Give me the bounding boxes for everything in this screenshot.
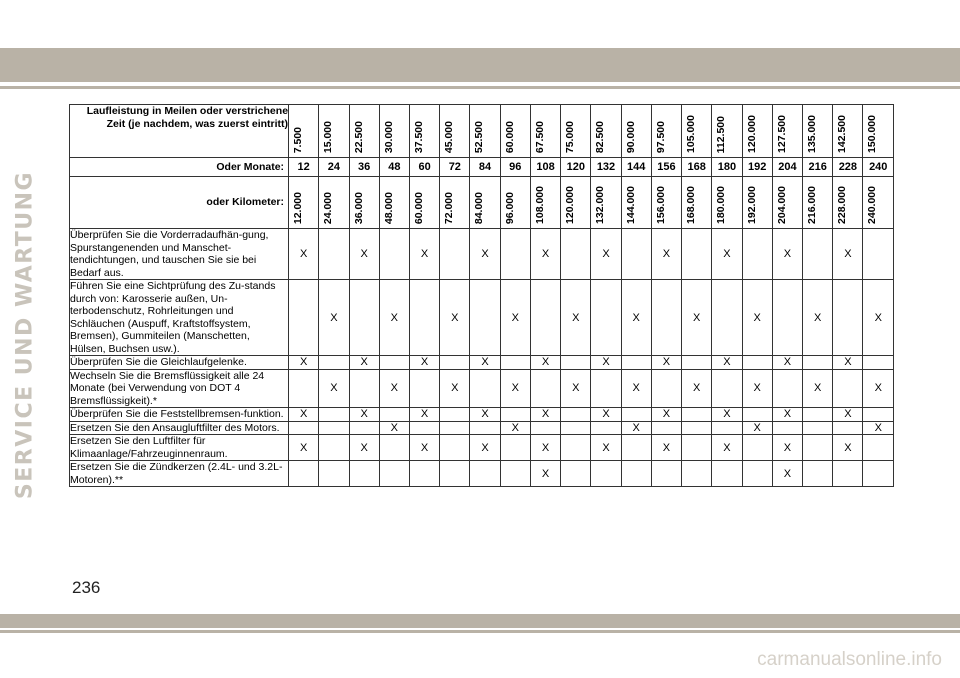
miles-header-cell [319, 105, 349, 158]
task-mark-cell [561, 435, 591, 461]
miles-value: 90.000 [624, 120, 637, 153]
km-value: 120.000 [564, 186, 577, 224]
task-mark-cell: X [409, 435, 439, 461]
miles-header-cell [651, 105, 681, 158]
task-mark-cell [319, 421, 349, 435]
km-value: 24.000 [322, 191, 335, 224]
table-row [70, 369, 894, 408]
task-mark-cell: X [682, 280, 712, 356]
months-value: 24 [319, 158, 349, 177]
miles-header-cell [500, 105, 530, 158]
months-value: 120 [561, 158, 591, 177]
task-mark-cell: X [349, 356, 379, 370]
table-row [70, 408, 894, 422]
task-mark-cell: X [289, 356, 319, 370]
task-mark-cell: X [409, 229, 439, 280]
task-description: Ersetzen Sie den Luftfilter für Klimaanlage/Fahrzeuginnenraum. [70, 435, 289, 461]
km-value: 36.000 [352, 191, 365, 224]
task-mark-cell [561, 408, 591, 422]
km-value: 204.000 [775, 186, 788, 224]
task-mark-cell [379, 408, 409, 422]
task-mark-cell [319, 408, 349, 422]
section-title-text: SERVICE UND WARTUNG [12, 170, 38, 500]
task-mark-cell: X [712, 229, 742, 280]
table-row [70, 421, 894, 435]
task-mark-cell [561, 229, 591, 280]
months-header-label: Oder Monate: [70, 158, 289, 177]
months-value: 168 [682, 158, 712, 177]
task-mark-cell: X [289, 229, 319, 280]
task-mark-cell [591, 421, 621, 435]
task-mark-cell: X [379, 369, 409, 408]
task-mark-cell [772, 280, 802, 356]
header-rule [0, 86, 960, 89]
task-mark-cell [621, 229, 651, 280]
task-mark-cell [712, 369, 742, 408]
task-mark-cell [863, 435, 894, 461]
miles-value: 67.500 [533, 120, 546, 153]
task-mark-cell: X [772, 408, 802, 422]
task-mark-cell: X [833, 356, 863, 370]
km-header-cell [440, 177, 470, 229]
task-mark-cell: X [772, 435, 802, 461]
watermark: carmanualsonline.info [757, 649, 942, 670]
miles-value: 75.000 [564, 120, 577, 153]
task-mark-cell [651, 280, 681, 356]
task-mark-cell [319, 461, 349, 487]
miles-value: 52.500 [473, 120, 486, 153]
task-mark-cell: X [409, 408, 439, 422]
km-value: 60.000 [412, 191, 425, 224]
task-mark-cell [530, 369, 560, 408]
task-mark-cell [440, 461, 470, 487]
task-mark-cell [440, 421, 470, 435]
task-mark-cell [470, 461, 500, 487]
task-mark-cell: X [470, 435, 500, 461]
miles-value: 112.500 [715, 115, 728, 153]
miles-value: 150.000 [866, 115, 879, 153]
maintenance-schedule-table [69, 104, 894, 487]
task-mark-cell: X [500, 369, 530, 408]
task-description: Ersetzen Sie die Zündkerzen (2.4L- und 3.2L-Motoren).** [70, 461, 289, 487]
task-description: Überprüfen Sie die Vorderradaufhän-gung, Spurstangenenden und Manschet-tendichtungen, und tauschen Sie sie bei Bedarf aus. [70, 229, 289, 280]
task-mark-cell [470, 369, 500, 408]
miles-header-cell [772, 105, 802, 158]
miles-header-cell [682, 105, 712, 158]
task-mark-cell [500, 229, 530, 280]
km-header-cell [712, 177, 742, 229]
months-value: 96 [500, 158, 530, 177]
task-mark-cell [500, 461, 530, 487]
months-value: 60 [409, 158, 439, 177]
task-mark-cell: X [742, 280, 772, 356]
task-mark-cell: X [772, 229, 802, 280]
months-value: 216 [803, 158, 833, 177]
task-mark-cell: X [440, 369, 470, 408]
miles-header-cell [561, 105, 591, 158]
km-value: 96.000 [503, 191, 516, 224]
task-mark-cell [409, 461, 439, 487]
task-mark-cell [742, 408, 772, 422]
months-value: 132 [591, 158, 621, 177]
task-mark-cell: X [470, 229, 500, 280]
task-mark-cell [621, 408, 651, 422]
task-mark-cell: X [772, 461, 802, 487]
miles-header-cell [621, 105, 651, 158]
task-mark-cell [409, 280, 439, 356]
miles-header-cell [409, 105, 439, 158]
table-row [70, 280, 894, 356]
footer-bar [0, 614, 960, 628]
task-mark-cell [803, 461, 833, 487]
task-description: Überprüfen Sie die Feststellbremsen-funktion. [70, 408, 289, 422]
task-mark-cell: X [712, 435, 742, 461]
table-row [70, 356, 894, 370]
task-mark-cell [621, 435, 651, 461]
miles-header-cell [289, 105, 319, 158]
task-mark-cell: X [530, 229, 560, 280]
task-mark-cell: X [833, 229, 863, 280]
task-mark-cell: X [349, 229, 379, 280]
km-header-row [70, 177, 894, 229]
km-header-cell [682, 177, 712, 229]
km-value: 180.000 [715, 186, 728, 224]
task-mark-cell [742, 461, 772, 487]
miles-value: 135.000 [806, 115, 819, 153]
miles-value: 37.500 [412, 120, 425, 153]
task-mark-cell [289, 461, 319, 487]
task-mark-cell [712, 280, 742, 356]
table-row [70, 461, 894, 487]
task-mark-cell: X [682, 369, 712, 408]
task-mark-cell: X [863, 369, 894, 408]
task-mark-cell [621, 461, 651, 487]
task-mark-cell [500, 408, 530, 422]
task-mark-cell [742, 356, 772, 370]
task-mark-cell [651, 421, 681, 435]
task-mark-cell: X [803, 369, 833, 408]
km-header-cell [289, 177, 319, 229]
footer-rule [0, 630, 960, 633]
task-mark-cell: X [621, 369, 651, 408]
task-mark-cell [349, 421, 379, 435]
miles-value: 97.500 [654, 120, 667, 153]
miles-header-cell [349, 105, 379, 158]
task-mark-cell [682, 356, 712, 370]
task-mark-cell [833, 421, 863, 435]
months-value: 228 [833, 158, 863, 177]
task-mark-cell [803, 229, 833, 280]
miles-header-cell [470, 105, 500, 158]
task-mark-cell [651, 369, 681, 408]
task-mark-cell [319, 356, 349, 370]
km-value: 168.000 [685, 186, 698, 224]
months-value: 156 [651, 158, 681, 177]
km-header-cell [772, 177, 802, 229]
task-mark-cell: X [349, 435, 379, 461]
task-mark-cell [591, 280, 621, 356]
months-value: 180 [712, 158, 742, 177]
km-header-cell [409, 177, 439, 229]
km-header-cell [319, 177, 349, 229]
months-value: 240 [863, 158, 894, 177]
task-mark-cell [530, 421, 560, 435]
task-mark-cell: X [561, 280, 591, 356]
km-header-cell [591, 177, 621, 229]
task-mark-cell: X [500, 421, 530, 435]
task-mark-cell [349, 369, 379, 408]
task-mark-cell [379, 435, 409, 461]
task-mark-cell [863, 461, 894, 487]
task-mark-cell [682, 461, 712, 487]
km-value: 156.000 [654, 186, 667, 224]
km-value: 48.000 [382, 191, 395, 224]
km-header-cell [470, 177, 500, 229]
task-mark-cell: X [530, 435, 560, 461]
km-header-label: oder Kilometer: [70, 177, 289, 229]
task-mark-cell [833, 369, 863, 408]
task-description: Ersetzen Sie den Ansaugluftfilter des Motors. [70, 421, 289, 435]
task-mark-cell: X [651, 408, 681, 422]
task-mark-cell [621, 356, 651, 370]
task-mark-cell: X [319, 280, 349, 356]
miles-header-label: Laufleistung in Meilen oder verstrichene Zeit (je nachdem, was zuerst eintritt) [70, 105, 289, 158]
miles-header-cell [591, 105, 621, 158]
miles-header-cell [863, 105, 894, 158]
task-mark-cell [470, 280, 500, 356]
miles-value: 15.000 [322, 120, 335, 153]
task-mark-cell: X [379, 280, 409, 356]
miles-header-cell [712, 105, 742, 158]
task-mark-cell [349, 280, 379, 356]
task-mark-cell: X [530, 408, 560, 422]
km-header-cell [530, 177, 560, 229]
task-mark-cell: X [591, 229, 621, 280]
task-mark-cell: X [349, 408, 379, 422]
miles-header-cell [742, 105, 772, 158]
miles-header-cell [803, 105, 833, 158]
task-mark-cell [440, 435, 470, 461]
task-description: Überprüfen Sie die Gleichlaufgelenke. [70, 356, 289, 370]
task-mark-cell: X [863, 280, 894, 356]
task-description: Wechseln Sie die Bremsflüssigkeit alle 24 Monate (bei Verwendung von DOT 4 Bremsflüssigkeit).* [70, 369, 289, 408]
task-mark-cell [440, 229, 470, 280]
task-mark-cell: X [651, 356, 681, 370]
task-mark-cell [803, 421, 833, 435]
task-mark-cell [561, 356, 591, 370]
task-mark-cell [772, 369, 802, 408]
task-mark-cell: X [742, 369, 772, 408]
task-mark-cell [863, 356, 894, 370]
task-mark-cell [803, 435, 833, 461]
task-mark-cell [500, 356, 530, 370]
km-value: 72.000 [443, 191, 456, 224]
task-mark-cell [319, 229, 349, 280]
task-mark-cell [440, 356, 470, 370]
miles-value: 45.000 [443, 120, 456, 153]
task-mark-cell: X [470, 356, 500, 370]
task-mark-cell [289, 421, 319, 435]
km-header-cell [803, 177, 833, 229]
km-value: 192.000 [745, 186, 758, 224]
km-value: 216.000 [806, 186, 819, 224]
task-mark-cell: X [530, 356, 560, 370]
task-mark-cell [712, 461, 742, 487]
task-mark-cell [500, 435, 530, 461]
task-mark-cell [833, 461, 863, 487]
km-header-cell [833, 177, 863, 229]
task-mark-cell [379, 356, 409, 370]
km-header-cell [561, 177, 591, 229]
task-mark-cell: X [500, 280, 530, 356]
miles-header-cell [833, 105, 863, 158]
miles-value: 30.000 [382, 120, 395, 153]
task-mark-cell: X [289, 435, 319, 461]
task-mark-cell [591, 369, 621, 408]
km-value: 84.000 [473, 191, 486, 224]
task-mark-cell [651, 461, 681, 487]
task-mark-cell: X [833, 408, 863, 422]
task-mark-cell [379, 461, 409, 487]
task-mark-cell: X [561, 369, 591, 408]
miles-header-row [70, 105, 894, 158]
km-header-cell [742, 177, 772, 229]
task-mark-cell: X [470, 408, 500, 422]
task-mark-cell: X [651, 229, 681, 280]
km-value: 108.000 [533, 186, 546, 224]
miles-value: 120.000 [745, 115, 758, 153]
km-header-cell [500, 177, 530, 229]
months-header-row [70, 158, 894, 177]
km-value: 228.000 [836, 186, 849, 224]
task-mark-cell [803, 408, 833, 422]
km-header-cell [621, 177, 651, 229]
months-value: 72 [440, 158, 470, 177]
miles-header-cell [440, 105, 470, 158]
task-mark-cell [289, 369, 319, 408]
task-mark-cell [682, 229, 712, 280]
miles-value: 7.500 [292, 126, 305, 153]
miles-value: 105.000 [685, 115, 698, 153]
task-mark-cell: X [591, 356, 621, 370]
task-mark-cell: X [289, 408, 319, 422]
task-mark-cell [409, 369, 439, 408]
task-mark-cell [772, 421, 802, 435]
task-mark-cell: X [742, 421, 772, 435]
months-value: 36 [349, 158, 379, 177]
table-row [70, 229, 894, 280]
months-value: 12 [289, 158, 319, 177]
task-mark-cell: X [591, 435, 621, 461]
task-mark-cell: X [591, 408, 621, 422]
miles-value: 127.500 [775, 115, 788, 153]
months-value: 204 [772, 158, 802, 177]
task-mark-cell: X [440, 280, 470, 356]
km-value: 144.000 [624, 186, 637, 224]
months-value: 84 [470, 158, 500, 177]
task-mark-cell [863, 229, 894, 280]
task-mark-cell [863, 408, 894, 422]
km-header-cell [863, 177, 894, 229]
months-value: 144 [621, 158, 651, 177]
task-mark-cell [561, 461, 591, 487]
task-mark-cell [440, 408, 470, 422]
months-value: 192 [742, 158, 772, 177]
task-mark-cell: X [379, 421, 409, 435]
task-mark-cell [349, 461, 379, 487]
task-mark-cell [530, 280, 560, 356]
task-mark-cell: X [651, 435, 681, 461]
months-value: 108 [530, 158, 560, 177]
task-mark-cell: X [621, 280, 651, 356]
miles-header-cell [379, 105, 409, 158]
task-mark-cell [803, 356, 833, 370]
task-mark-cell [833, 280, 863, 356]
km-value: 240.000 [866, 186, 879, 224]
miles-value: 142.500 [836, 115, 849, 153]
header-bar [0, 48, 960, 82]
miles-value: 82.500 [594, 120, 607, 153]
months-value: 48 [379, 158, 409, 177]
km-header-cell [349, 177, 379, 229]
task-mark-cell [682, 421, 712, 435]
miles-value: 22.500 [352, 120, 365, 153]
km-value: 12.000 [292, 191, 305, 224]
task-mark-cell: X [621, 421, 651, 435]
task-mark-cell: X [409, 356, 439, 370]
task-mark-cell [682, 408, 712, 422]
task-mark-cell [742, 229, 772, 280]
task-mark-cell [561, 421, 591, 435]
task-description: Führen Sie eine Sichtprüfung des Zu-stands durch von: Karosserie außen, Un-terbodenschutz, Rohrleitungen und Schläuchen (Auspuff, Kraftstoffsystem, Bremsen), Gummiteilen (Manschetten, Hülsen, Buchsen usw.). [70, 280, 289, 356]
task-mark-cell [470, 421, 500, 435]
task-mark-cell [289, 280, 319, 356]
task-mark-cell: X [712, 356, 742, 370]
task-mark-cell [319, 435, 349, 461]
task-mark-cell [379, 229, 409, 280]
miles-header-cell [530, 105, 560, 158]
miles-value: 60.000 [503, 120, 516, 153]
task-mark-cell: X [530, 461, 560, 487]
km-header-cell [379, 177, 409, 229]
km-value: 132.000 [594, 186, 607, 224]
km-header-cell [651, 177, 681, 229]
task-mark-cell: X [319, 369, 349, 408]
table-row [70, 435, 894, 461]
task-mark-cell [682, 435, 712, 461]
page-number: 236 [72, 578, 101, 597]
task-mark-cell: X [772, 356, 802, 370]
task-mark-cell [742, 435, 772, 461]
task-mark-cell: X [803, 280, 833, 356]
task-mark-cell [591, 461, 621, 487]
task-mark-cell: X [712, 408, 742, 422]
task-mark-cell: X [863, 421, 894, 435]
task-mark-cell: X [833, 435, 863, 461]
task-mark-cell [409, 421, 439, 435]
task-mark-cell [712, 421, 742, 435]
